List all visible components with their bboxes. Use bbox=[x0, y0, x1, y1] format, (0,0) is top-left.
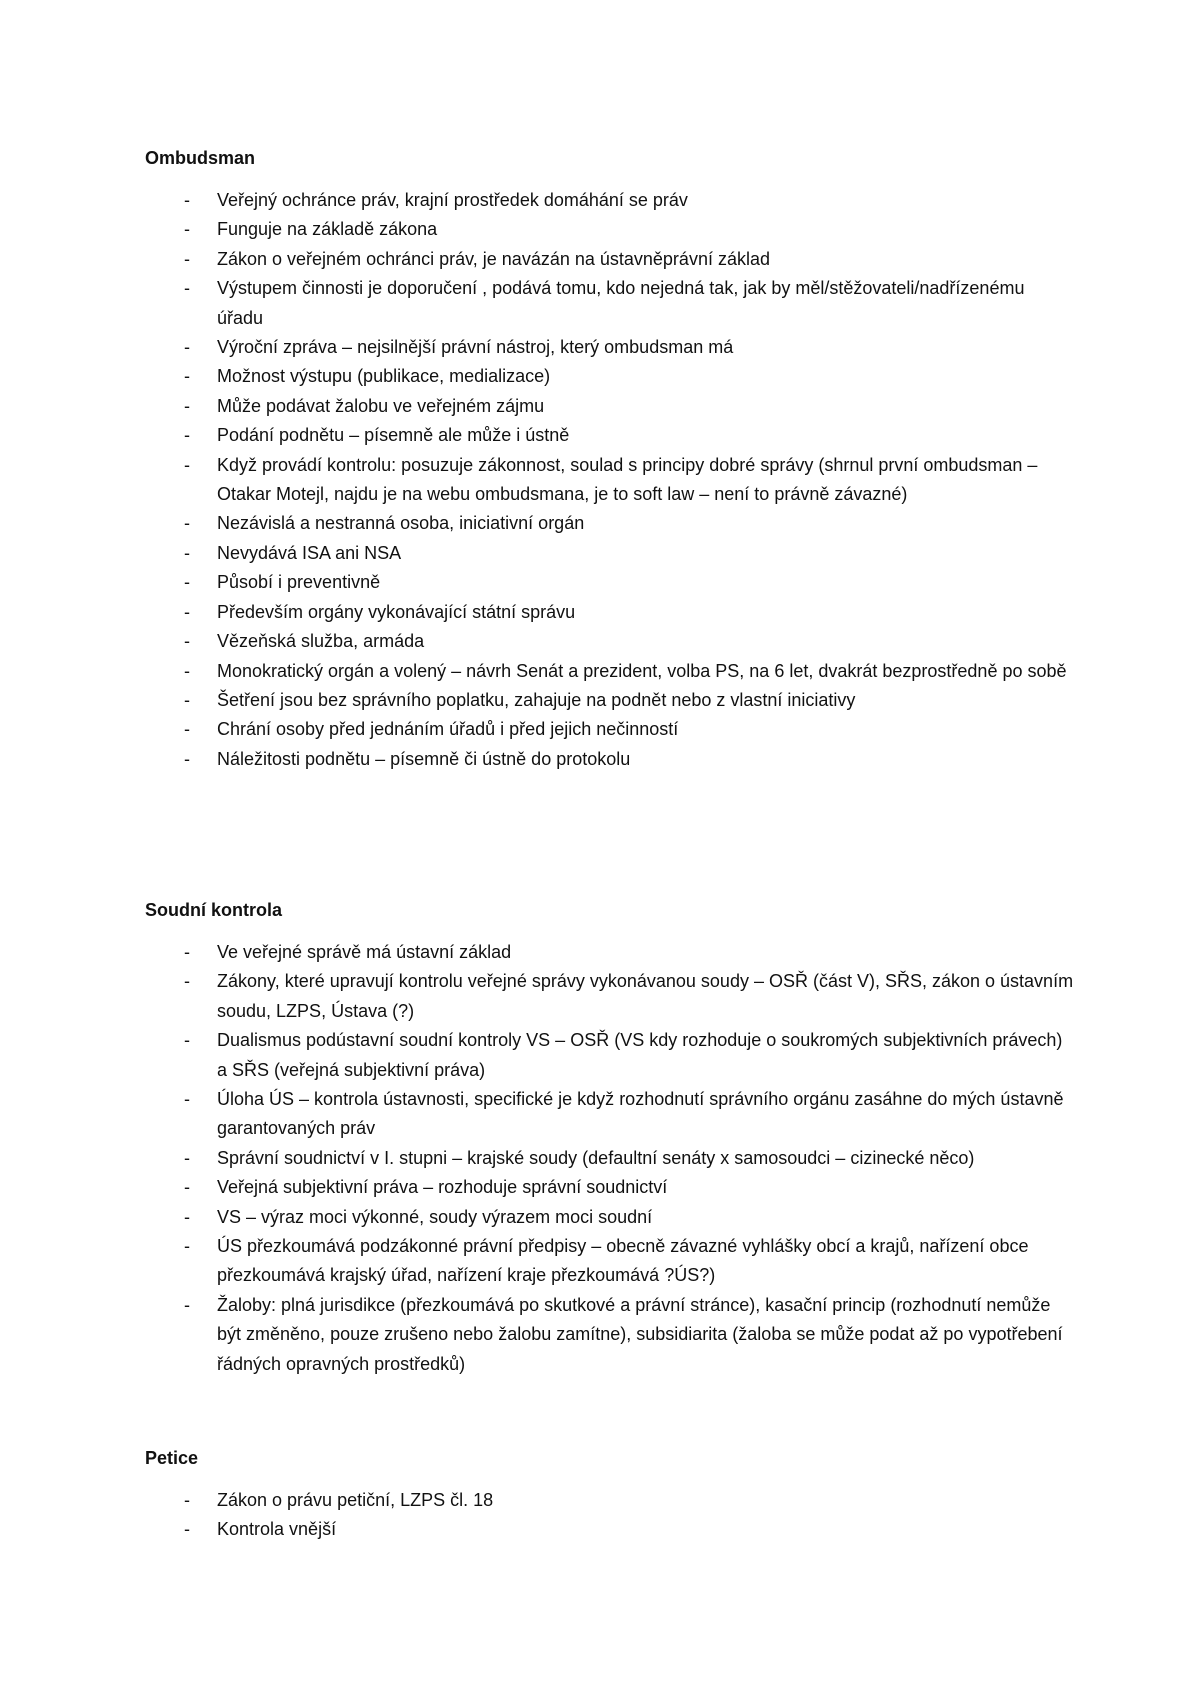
bullet-dash: - bbox=[184, 631, 190, 652]
bullet-dash: - bbox=[184, 278, 190, 299]
bullet-dash: - bbox=[184, 660, 190, 681]
list-item bbox=[145, 686, 1075, 715]
list-item bbox=[145, 333, 1075, 362]
list-item-text: Veřejná subjektivní práva – rozhoduje správní soudnictví bbox=[217, 1177, 668, 1198]
bullet-dash: - bbox=[184, 425, 190, 446]
bullet-dash: - bbox=[184, 513, 190, 534]
bullet-dash: - bbox=[184, 601, 190, 622]
list-item-text: Náležitosti podnětu – písemně či ústně do protokolu bbox=[217, 748, 631, 769]
bullet-dash: - bbox=[184, 366, 190, 387]
list-item bbox=[145, 1173, 1075, 1202]
section-soudni-kontrola bbox=[145, 898, 1075, 1379]
list-item bbox=[145, 568, 1075, 597]
bullet-dash: - bbox=[184, 719, 190, 740]
list-item bbox=[145, 421, 1075, 450]
bullet-dash: - bbox=[184, 1206, 190, 1227]
bullet-dash: - bbox=[184, 1294, 190, 1315]
list-item bbox=[145, 1203, 1075, 1232]
bullet-list bbox=[145, 186, 1075, 774]
list-item-text: Zákon o veřejném ochránci práv, je navázán na ústavněprávní základ bbox=[217, 248, 770, 269]
bullet-dash: - bbox=[184, 1177, 190, 1198]
list-item-text: Úloha ÚS – kontrola ústavnosti, specifické je když rozhodnutí správního orgánu zasáhne do mých ústavně garantovaných práv bbox=[217, 1089, 1064, 1139]
bullet-dash: - bbox=[184, 1490, 190, 1510]
bullet-dash: - bbox=[184, 190, 190, 210]
list-item bbox=[145, 715, 1075, 744]
bullet-dash: - bbox=[184, 1236, 190, 1257]
list-item-text: Výroční zpráva – nejsilnější právní nástroj, který ombudsman má bbox=[217, 337, 734, 358]
section-ombudsman bbox=[145, 146, 1075, 774]
list-item-text: Zákony, které upravují kontrolu veřejné správy vykonávanou soudy – OSŘ (část V), SŘS, zákon o ústavním soudu, LZPS, Ústava (?) bbox=[217, 971, 1074, 1021]
section-heading: Petice bbox=[145, 1448, 199, 1468]
bullet-dash: - bbox=[184, 454, 190, 475]
list-item-text: Monokratický orgán a volený – návrh Senát a prezident, volba PS, na 6 let, dvakrát bezprostředně po sobě bbox=[217, 660, 1067, 681]
list-item-text: Zákon o právu petiční, LZPS čl. 18 bbox=[217, 1490, 494, 1510]
bullet-dash: - bbox=[184, 572, 190, 593]
list-item bbox=[145, 1026, 1075, 1085]
bullet-dash: - bbox=[184, 689, 190, 710]
list-item bbox=[145, 745, 1075, 774]
list-item-text: ÚS přezkoumává podzákonné právní předpisy – obecně závazné vyhlášky obcí a krajů, nařízení obce přezkoumává krajský úřad, nařízení kraje přezkoumává ?ÚS?) bbox=[217, 1236, 1029, 1286]
list-item-text: Dualismus podústavní soudní kontroly VS – OSŘ (VS kdy rozhoduje o soukromých subjektivních právech) a SŘS (veřejná subjektivní práva) bbox=[217, 1030, 1063, 1080]
list-item bbox=[145, 627, 1075, 656]
list-item-text: Nevydává ISA ani NSA bbox=[217, 542, 402, 563]
list-item bbox=[145, 1486, 1075, 1515]
list-item bbox=[145, 186, 1075, 215]
list-item bbox=[145, 938, 1075, 967]
list-item bbox=[145, 598, 1075, 627]
bullet-dash: - bbox=[184, 1089, 190, 1110]
list-item bbox=[145, 1515, 1075, 1544]
list-item bbox=[145, 539, 1075, 568]
bullet-dash: - bbox=[184, 1519, 190, 1540]
list-item-text: Nezávislá a nestranná osoba, iniciativní orgán bbox=[217, 513, 585, 534]
bullet-dash: - bbox=[184, 1147, 190, 1168]
section-heading: Ombudsman bbox=[145, 148, 256, 168]
list-item-text: Kontrola vnější bbox=[217, 1519, 337, 1540]
bullet-dash: - bbox=[184, 542, 190, 563]
list-item bbox=[145, 392, 1075, 421]
list-item bbox=[145, 362, 1075, 391]
bullet-dash: - bbox=[184, 1030, 190, 1051]
list-item bbox=[145, 245, 1075, 274]
list-item-text: Chrání osoby před jednáním úřadů i před jejich nečinností bbox=[217, 719, 679, 740]
list-item-text: Vězeňská služba, armáda bbox=[217, 631, 425, 652]
list-item bbox=[145, 967, 1075, 1026]
list-item bbox=[145, 509, 1075, 538]
list-item bbox=[145, 1291, 1075, 1379]
list-item-text: VS – výraz moci výkonné, soudy výrazem moci soudní bbox=[217, 1206, 653, 1227]
list-item-text: Možnost výstupu (publikace, medializace) bbox=[217, 366, 551, 387]
list-item-text: Veřejný ochránce práv, krajní prostředek domáhání se práv bbox=[217, 190, 688, 210]
list-item-text: Především orgány vykonávající státní správu bbox=[217, 601, 576, 622]
list-item-text: Působí i preventivně bbox=[217, 572, 381, 593]
section-petice bbox=[145, 1446, 1075, 1545]
list-item-text: Šetření jsou bez správního poplatku, zahajuje na podnět nebo z vlastní iniciativy bbox=[217, 689, 856, 710]
list-item bbox=[145, 1144, 1075, 1173]
list-item bbox=[145, 451, 1075, 510]
list-item-text: Ve veřejné správě má ústavní základ bbox=[217, 942, 512, 962]
bullet-dash: - bbox=[184, 942, 190, 962]
bullet-list bbox=[145, 938, 1075, 1379]
list-item-text: Funguje na základě zákona bbox=[217, 219, 438, 240]
section-heading: Soudní kontrola bbox=[145, 900, 282, 920]
bullet-dash: - bbox=[184, 337, 190, 358]
list-item-text: Výstupem činnosti je doporučení , podává tomu, kdo nejedná tak, jak by měl/stěžovateli/nadřízenému úřadu bbox=[217, 278, 1025, 328]
list-item bbox=[145, 215, 1075, 244]
bullet-dash: - bbox=[184, 219, 190, 240]
list-item bbox=[145, 657, 1075, 686]
bullet-dash: - bbox=[184, 748, 190, 769]
list-item-text: Správní soudnictví v I. stupni – krajské soudy (defaultní senáty x samosoudci – cizinecké něco) bbox=[217, 1147, 975, 1168]
bullet-dash: - bbox=[184, 395, 190, 416]
list-item bbox=[145, 1232, 1075, 1291]
list-item-text: Žaloby: plná jurisdikce (přezkoumává po skutkové a právní stránce), kasační princip (rozhodnutí nemůže být změněno, pouze zrušeno nebo žalobu zamítne), subsidiarita (žaloba se může podat až po vypotřebení řádných opravných prostředků) bbox=[217, 1294, 1063, 1374]
list-item-text: Může podávat žalobu ve veřejném zájmu bbox=[217, 395, 545, 416]
bullet-dash: - bbox=[184, 248, 190, 269]
bullet-dash: - bbox=[184, 971, 190, 992]
list-item-text: Podání podnětu – písemně ale může i ústně bbox=[217, 425, 570, 446]
list-item bbox=[145, 274, 1075, 333]
list-item bbox=[145, 1085, 1075, 1144]
list-item-text: Když provádí kontrolu: posuzuje zákonnost, soulad s principy dobré správy (shrnul první ombudsman – Otakar Motejl, najdu je na webu ombudsmana, je to soft law – není to právně závazné) bbox=[217, 454, 1038, 505]
bullet-list bbox=[145, 1486, 1075, 1545]
